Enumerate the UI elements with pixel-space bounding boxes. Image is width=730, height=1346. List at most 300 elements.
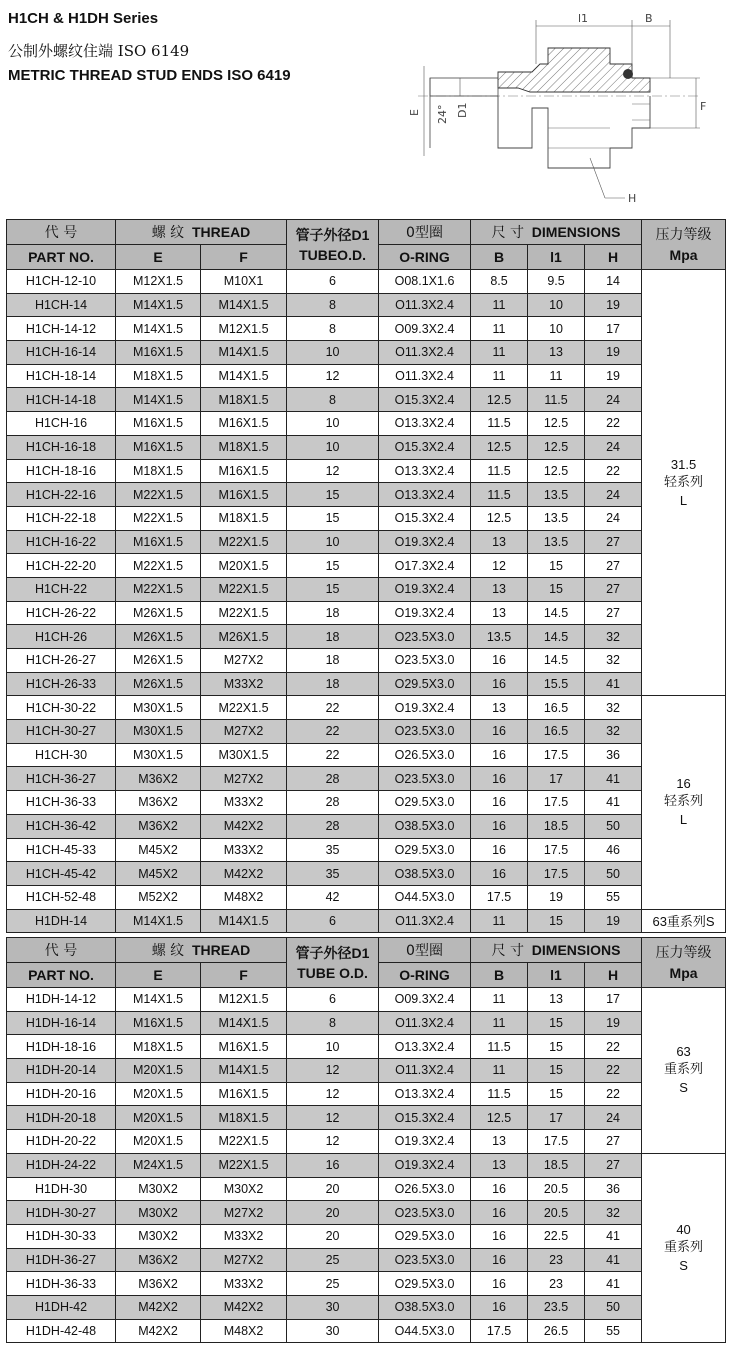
cell-dim-h: 27 [585,1130,642,1154]
header-thread [116,938,287,963]
cell-dim-l1: 20.5 [528,1177,585,1201]
cell-o-ring: O19.3X2.4 [379,1153,471,1177]
cell-o-ring: O13.3X2.4 [379,1035,471,1059]
cell-dim-l1: 11.5 [528,388,585,412]
cell-o-ring: O13.3X2.4 [379,412,471,436]
label-h: H [628,192,637,205]
cell-dim-h: 41 [585,791,642,815]
cell-o-ring: O15.3X2.4 [379,1106,471,1130]
table-row [7,483,726,507]
cell-dim-b: 11 [471,1011,528,1035]
cell-thread-e: M14X1.5 [116,317,201,341]
cell-thread-f: M22X1.5 [201,696,287,720]
cell-thread-f: M33X2 [201,1224,287,1248]
cell-dim-h: 22 [585,412,642,436]
table-row [7,1201,726,1225]
series-type: 重系列 [664,1240,704,1256]
cell-thread-f: M42X2 [201,814,287,838]
header-e: E [116,963,201,988]
cell-o-ring: O23.5X3.0 [379,649,471,673]
cell-thread-f: M14X1.5 [201,293,287,317]
cell-dim-l1: 15 [528,1011,585,1035]
cell-part-no: H1DH-20-22 [7,1130,116,1154]
cell-tube-od: 15 [287,483,379,507]
spec-table-2 [6,937,726,1343]
cell-dim-b: 16 [471,649,528,673]
cell-dim-b: 11 [471,1059,528,1083]
cell-thread-e: M45X2 [116,838,201,862]
header-tube-en: TUBE O.D. [297,964,368,981]
cell-tube-od: 8 [287,317,379,341]
cell-o-ring: O11.3X2.4 [379,1011,471,1035]
cell-thread-f: M42X2 [201,862,287,886]
cell-part-no: H1CH-45-42 [7,862,116,886]
cell-thread-f: M14X1.5 [201,364,287,388]
cell-thread-f: M22X1.5 [201,601,287,625]
cell-dim-h: 32 [585,649,642,673]
fitting-drawing [400,8,720,208]
cell-part-no: H1DH-20-14 [7,1059,116,1083]
cell-dim-b: 12.5 [471,435,528,459]
header-h: H [585,963,642,988]
header-e: E [116,245,201,270]
cell-dim-l1: 14.5 [528,649,585,673]
cell-tube-od: 6 [287,988,379,1012]
cell-part-no: H1CH-26-33 [7,672,116,696]
cell-o-ring: O09.3X2.4 [379,317,471,341]
table-2-body [7,988,726,1343]
cell-thread-e: M14X1.5 [116,988,201,1012]
cell-part-no: H1DH-42-48 [7,1319,116,1343]
cell-tube-od: 8 [287,1011,379,1035]
header-oring-en: O-RING [379,245,471,270]
cell-thread-e: M14X1.5 [116,388,201,412]
cell-part-no: H1CH-30-22 [7,696,116,720]
cell-dim-h: 27 [585,1153,642,1177]
cell-dim-l1: 17.5 [528,1130,585,1154]
cell-dim-h: 17 [585,317,642,341]
cell-tube-od: 22 [287,743,379,767]
pressure-group-cell [642,696,726,909]
cell-dim-h: 27 [585,601,642,625]
cell-thread-e: M22X1.5 [116,483,201,507]
label-24-degree: 24° [436,104,449,124]
cell-thread-f: M16X1.5 [201,1082,287,1106]
cell-dim-b: 13 [471,530,528,554]
cell-thread-f: M14X1.5 [201,1011,287,1035]
cell-dim-l1: 15.5 [528,672,585,696]
cell-dim-h: 17 [585,988,642,1012]
cell-part-no: H1CH-12-10 [7,270,116,294]
cell-dim-l1: 13 [528,988,585,1012]
cell-tube-od: 8 [287,388,379,412]
cell-part-no: H1DH-18-16 [7,1035,116,1059]
header-thread-en: THREAD [191,224,251,240]
table-row [7,435,726,459]
cell-dim-h: 19 [585,293,642,317]
cell-dim-l1: 15 [528,554,585,578]
header-tube-cn: 管子外径D1 [295,226,370,243]
cell-part-no: H1CH-22-20 [7,554,116,578]
series-letter: S [679,1258,688,1274]
cell-dim-b: 16 [471,1177,528,1201]
cell-thread-e: M45X2 [116,862,201,886]
cell-tube-od: 30 [287,1319,379,1343]
header-part-en: PART NO. [7,245,116,270]
header-part-cn: 代 号 [7,220,116,245]
cell-dim-l1: 15 [528,909,585,933]
cell-tube-od: 12 [287,1059,379,1083]
cell-dim-l1: 10 [528,293,585,317]
header-oring-en: O-RING [379,963,471,988]
table-row [7,696,726,720]
cell-thread-e: M14X1.5 [116,293,201,317]
table-row [7,388,726,412]
cell-dim-l1: 10 [528,317,585,341]
cell-dim-b: 13 [471,601,528,625]
header-part-cn: 代 号 [7,938,116,963]
cell-dim-l1: 14.5 [528,601,585,625]
cell-part-no: H1CH-26-27 [7,649,116,673]
cell-thread-f: M33X2 [201,672,287,696]
cell-dim-l1: 23 [528,1248,585,1272]
cell-thread-e: M12X1.5 [116,270,201,294]
table-row [7,1153,726,1177]
cell-tube-od: 30 [287,1295,379,1319]
table-row [7,988,726,1012]
cell-dim-h: 32 [585,625,642,649]
cell-tube-od: 25 [287,1272,379,1296]
cell-thread-e: M26X1.5 [116,672,201,696]
table-row [7,554,726,578]
table-row [7,1035,726,1059]
cell-thread-e: M52X2 [116,885,201,909]
cell-dim-l1: 17.5 [528,838,585,862]
cell-thread-f: M16X1.5 [201,1035,287,1059]
table-row [7,412,726,436]
cell-dim-l1: 12.5 [528,435,585,459]
table-row [7,459,726,483]
cell-thread-f: M12X1.5 [201,988,287,1012]
cell-thread-f: M33X2 [201,791,287,815]
cell-dim-l1: 13 [528,341,585,365]
cell-thread-f: M48X2 [201,1319,287,1343]
cell-o-ring: O23.5X3.0 [379,625,471,649]
cell-dim-l1: 12.5 [528,412,585,436]
cell-part-no: H1DH-16-14 [7,1011,116,1035]
cell-thread-f: M12X1.5 [201,317,287,341]
cell-dim-b: 13 [471,1130,528,1154]
english-title: METRIC THREAD STUD ENDS ISO 6419 [8,67,291,84]
cell-tube-od: 12 [287,1106,379,1130]
cell-dim-l1: 18.5 [528,1153,585,1177]
cell-dim-l1: 17 [528,767,585,791]
cell-dim-b: 11 [471,364,528,388]
table-row [7,364,726,388]
table-row [7,767,726,791]
cell-part-no: H1DH-14-12 [7,988,116,1012]
cell-o-ring: O13.3X2.4 [379,1082,471,1106]
table-1-body [7,270,726,933]
cell-thread-e: M36X2 [116,791,201,815]
cell-thread-e: M42X2 [116,1295,201,1319]
header-oring-cn: 0型圈 [379,938,471,963]
header-dimensions [471,938,642,963]
chinese-title: 公制外螺纹住端 ISO 6149 [8,42,190,60]
cell-dim-l1: 26.5 [528,1319,585,1343]
cell-part-no: H1CH-18-14 [7,364,116,388]
cell-thread-f: M48X2 [201,885,287,909]
cell-tube-od: 18 [287,672,379,696]
cell-part-no: H1CH-30-27 [7,720,116,744]
cell-thread-e: M20X1.5 [116,1082,201,1106]
cell-o-ring: O26.5X3.0 [379,743,471,767]
cell-tube-od: 15 [287,506,379,530]
cell-dim-b: 11 [471,317,528,341]
cell-part-no: H1CH-18-16 [7,459,116,483]
header-press-en: Mpa [669,246,698,263]
cell-dim-h: 24 [585,388,642,412]
cell-dim-b: 11 [471,988,528,1012]
cell-part-no: H1DH-20-18 [7,1106,116,1130]
cell-o-ring: O29.5X3.0 [379,838,471,862]
cell-dim-h: 32 [585,1201,642,1225]
table-row [7,1059,726,1083]
cell-dim-l1: 18.5 [528,814,585,838]
cell-part-no: H1CH-16 [7,412,116,436]
cell-thread-e: M30X1.5 [116,720,201,744]
cell-part-no: H1CH-36-33 [7,791,116,815]
pressure-value: 40 [676,1222,691,1238]
cell-o-ring: O11.3X2.4 [379,1059,471,1083]
cell-tube-od: 18 [287,649,379,673]
series-type: 轻系列 [664,474,704,490]
cell-thread-e: M30X2 [116,1224,201,1248]
cell-dim-l1: 15 [528,1082,585,1106]
series-type: 轻系列 [664,794,704,810]
cell-thread-e: M16X1.5 [116,435,201,459]
cell-dim-h: 32 [585,720,642,744]
cell-thread-e: M36X2 [116,767,201,791]
cell-dim-b: 13 [471,1153,528,1177]
cell-dim-l1: 9.5 [528,270,585,294]
cell-part-no: H1DH-24-22 [7,1153,116,1177]
table-row [7,601,726,625]
cell-thread-e: M14X1.5 [116,909,201,933]
cell-part-no: H1DH-42 [7,1295,116,1319]
header-l1: l1 [528,245,585,270]
cell-o-ring: O44.5X3.0 [379,885,471,909]
cell-tube-od: 10 [287,412,379,436]
header-press-en: Mpa [669,964,698,981]
header-b: B [471,245,528,270]
cell-o-ring: O29.5X3.0 [379,1272,471,1296]
cell-tube-od: 6 [287,270,379,294]
cell-o-ring: O08.1X1.6 [379,270,471,294]
cell-o-ring: O29.5X3.0 [379,672,471,696]
cell-thread-e: M16X1.5 [116,1011,201,1035]
cell-thread-e: M22X1.5 [116,577,201,601]
cell-thread-f: M18X1.5 [201,388,287,412]
cell-dim-l1: 15 [528,1059,585,1083]
cell-tube-od: 10 [287,530,379,554]
table-row [7,625,726,649]
cell-thread-f: M20X1.5 [201,554,287,578]
cell-dim-l1: 16.5 [528,720,585,744]
cell-dim-h: 41 [585,1224,642,1248]
cell-dim-h: 50 [585,814,642,838]
cell-dim-h: 32 [585,696,642,720]
series-type: 重系列 [664,1062,704,1078]
cell-dim-l1: 17.5 [528,862,585,886]
header-tube-en: TUBEO.D. [299,246,366,263]
cell-tube-od: 12 [287,1082,379,1106]
cell-tube-od: 12 [287,364,379,388]
cell-thread-f: M22X1.5 [201,530,287,554]
header-thread-cn: 螺 纹 [151,943,185,959]
cell-tube-od: 28 [287,767,379,791]
cell-dim-l1: 13.5 [528,483,585,507]
cell-tube-od: 35 [287,838,379,862]
cell-o-ring: O19.3X2.4 [379,696,471,720]
cell-tube-od: 15 [287,554,379,578]
cell-dim-h: 22 [585,1059,642,1083]
cell-dim-b: 11.5 [471,1082,528,1106]
cell-thread-e: M20X1.5 [116,1059,201,1083]
cell-o-ring: O13.3X2.4 [379,483,471,507]
cell-thread-f: M22X1.5 [201,1130,287,1154]
cell-dim-l1: 17 [528,1106,585,1130]
cell-tube-od: 28 [287,791,379,815]
cell-part-no: H1CH-14-12 [7,317,116,341]
cell-thread-e: M36X2 [116,1272,201,1296]
cell-dim-h: 22 [585,1082,642,1106]
cell-dim-h: 27 [585,577,642,601]
cell-dim-l1: 23 [528,1272,585,1296]
cell-dim-l1: 13.5 [528,506,585,530]
cell-dim-b: 11 [471,909,528,933]
cell-thread-e: M30X1.5 [116,743,201,767]
cell-thread-e: M18X1.5 [116,1035,201,1059]
cell-thread-e: M24X1.5 [116,1153,201,1177]
cell-dim-b: 11.5 [471,459,528,483]
cell-dim-l1: 23.5 [528,1295,585,1319]
cell-part-no: H1CH-26 [7,625,116,649]
cell-thread-e: M16X1.5 [116,341,201,365]
cell-part-no: H1DH-20-16 [7,1082,116,1106]
header-part-en: PART NO. [7,963,116,988]
cell-o-ring: O15.3X2.4 [379,506,471,530]
label-d1: D1 [456,102,469,118]
header-dimensions [471,220,642,245]
table-row [7,270,726,294]
cell-part-no: H1CH-30 [7,743,116,767]
cell-o-ring: O11.3X2.4 [379,341,471,365]
cell-dim-h: 50 [585,862,642,886]
cell-dim-b: 16 [471,1224,528,1248]
cell-dim-b: 11 [471,341,528,365]
header-tube [287,938,379,988]
table-row [7,649,726,673]
header-tube-cn: 管子外径D1 [295,944,370,961]
table-row [7,1177,726,1201]
table-row [7,1011,726,1035]
cell-dim-l1: 22.5 [528,1224,585,1248]
table-row [7,909,726,933]
cell-dim-h: 41 [585,1248,642,1272]
cell-thread-f: M22X1.5 [201,577,287,601]
cell-dim-l1: 15 [528,1035,585,1059]
cell-thread-f: M14X1.5 [201,1059,287,1083]
cell-o-ring: O38.5X3.0 [379,862,471,886]
cell-thread-f: M16X1.5 [201,459,287,483]
cell-dim-l1: 13.5 [528,530,585,554]
cell-thread-e: M26X1.5 [116,625,201,649]
cell-tube-od: 22 [287,720,379,744]
cell-o-ring: O15.3X2.4 [379,435,471,459]
cell-thread-f: M27X2 [201,767,287,791]
cell-dim-b: 11.5 [471,412,528,436]
table-row [7,720,726,744]
cell-thread-f: M26X1.5 [201,625,287,649]
header-dim-en: DIMENSIONS [531,942,621,958]
cell-thread-f: M18X1.5 [201,435,287,459]
cell-tube-od: 18 [287,625,379,649]
cell-dim-b: 11.5 [471,1035,528,1059]
cell-part-no: H1CH-22 [7,577,116,601]
table-row [7,1272,726,1296]
cell-dim-l1: 17.5 [528,791,585,815]
cell-tube-od: 10 [287,1035,379,1059]
cell-thread-f: M27X2 [201,1248,287,1272]
cell-thread-f: M16X1.5 [201,483,287,507]
cell-thread-e: M42X2 [116,1319,201,1343]
header-press-cn: 压力等级 [655,944,712,961]
cell-dim-h: 46 [585,838,642,862]
cell-part-no: H1DH-14 [7,909,116,933]
cell-dim-b: 16 [471,672,528,696]
pressure-value: 31.5 [670,456,697,472]
cell-thread-e: M26X1.5 [116,649,201,673]
cell-thread-e: M20X1.5 [116,1106,201,1130]
cell-o-ring: O23.5X3.0 [379,1201,471,1225]
cell-part-no: H1CH-16-18 [7,435,116,459]
cell-thread-e: M36X2 [116,1248,201,1272]
cell-dim-h: 14 [585,270,642,294]
cell-part-no: H1CH-22-16 [7,483,116,507]
table-row [7,1224,726,1248]
table-row [7,862,726,886]
table-row [7,743,726,767]
cell-thread-f: M10X1 [201,270,287,294]
series-letter: L [679,812,688,828]
cell-part-no: H1CH-14 [7,293,116,317]
header-b: B [471,963,528,988]
cell-o-ring: O11.3X2.4 [379,293,471,317]
cell-dim-b: 13 [471,577,528,601]
cell-dim-b: 16 [471,1201,528,1225]
cell-tube-od: 18 [287,601,379,625]
cell-part-no: H1CH-22-18 [7,506,116,530]
cell-thread-e: M18X1.5 [116,364,201,388]
cell-thread-e: M30X2 [116,1201,201,1225]
cell-thread-e: M20X1.5 [116,1130,201,1154]
cell-thread-e: M16X1.5 [116,530,201,554]
label-f: F [700,100,707,113]
series-letter: S [679,1080,688,1096]
cell-dim-h: 19 [585,909,642,933]
table-row [7,885,726,909]
